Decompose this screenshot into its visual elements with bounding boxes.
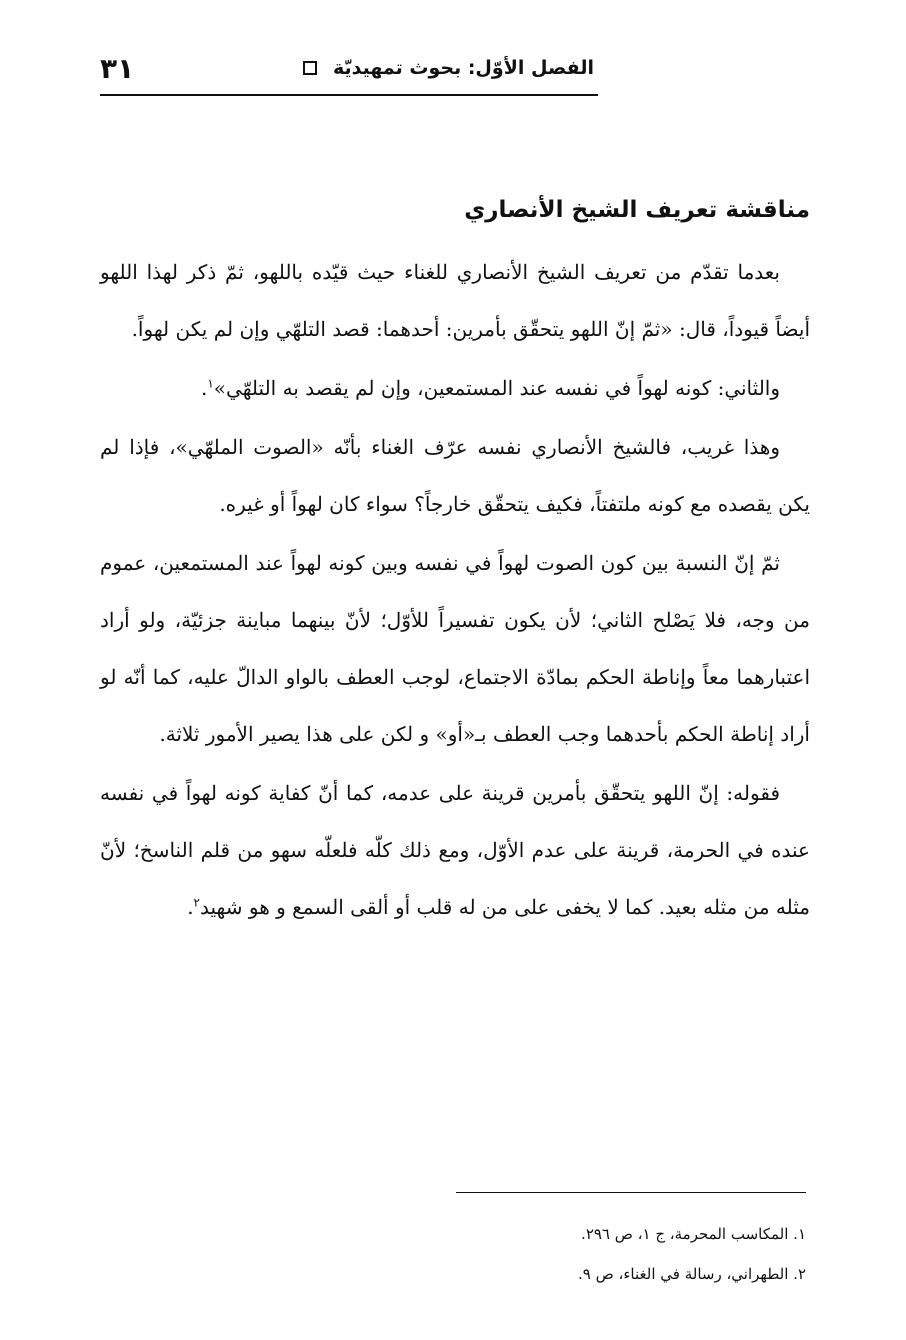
footnotes	[96, 1214, 806, 1294]
footnote-2: ٢. الطهراني، رسالة في الغناء، ص ٩.	[578, 1265, 806, 1283]
paragraph-2: والثاني: كونه لهواً في نفسه عند المستمعين، وإن لم يقصد به التلهّي»$^١$.	[200, 376, 780, 400]
running-header	[100, 46, 594, 90]
footnote-ref-1[interactable]: ١	[207, 376, 214, 391]
header-title-group	[267, 57, 594, 79]
paragraph-1-text: بعدما تقدّم من تعريف الشيخ الأنصاري للغناء حيث قيّده باللهو، ثمّ ذكر لهذا اللهو أيضاً قيوداً، قال: «ثمّ إنّ اللهو يتحقّق بأمرين: أحدهما: قصد التلهّي وإن لم يكن لهواً.	[100, 260, 810, 341]
square-ornament-icon	[303, 61, 317, 75]
body-text	[100, 244, 810, 938]
footnote-1: ١. المكاسب المحرمة، ج ١، ص ٢٩٦.	[581, 1225, 806, 1243]
paragraph-4-text: ثمّ إنّ النسبة بين كون الصوت لهواً في نفسه وبين كونه لهواً عند المستمعين، عموم من وجه، فلا يَصْلح الثاني؛ لأن يكون تفسيراً للأوّل؛ لأنّ بينهما مباينة جزئيّة، ولو أراد اعتبارهما معاً وإناطة الحكم بمادّة الاجتماع، لوجب العطف بالواو الدالّ عليه، كما أنّه لو أراد إناطة الحكم بأحدهما وجب العطف بـ«أو» و لكن على هذا يصير الأمور ثلاثة.	[100, 551, 810, 746]
section-heading: مناقشة تعريف الشيخ الأنصاري	[464, 197, 810, 223]
paragraph-2-text: والثاني: كونه لهواً في نفسه عند المستمعين، وإن لم يقصد به التلهّي»	[213, 376, 780, 400]
paragraph-5: فقوله: إنّ اللهو يتحقّق بأمرين قرينة على عدمه، كما أنّ كفاية كونه لهواً في نفسه عنده في الحرمة، قرينة على عدم الأوّل، ومع ذلك كلّه فلعلّه سهو من قلم الناسخ؛ لأنّ مثله من مثله بعيد. كما لا يخفى على من له قلب أو ألقى السمع و هو شهيد$^٢$.	[100, 781, 810, 919]
paragraph-5-text: فقوله: إنّ اللهو يتحقّق بأمرين قرينة على عدمه، كما أنّ كفاية كونه لهواً في نفسه عنده في الحرمة، قرينة على عدم الأوّل، ومع ذلك كلّه فلعلّه سهو من قلم الناسخ؛ لأنّ مثله من مثله بعيد. كما لا يخفى على من له قلب أو ألقى السمع و هو شهيد	[100, 781, 810, 919]
paragraph-3-text: وهذا غريب، فالشيخ الأنصاري نفسه عرّف الغناء بأنّه «الصوت الملهّي»، فإذا لم يكن يقصده مع كونه ملتفتاً، فكيف يتحقّق خارجاً؟ سواء كان لهواً أو غيره.	[100, 435, 810, 516]
header-rule	[100, 94, 598, 96]
paragraph-1	[100, 244, 810, 358]
footnote-rule	[456, 1192, 806, 1193]
paragraph-3	[100, 419, 810, 533]
footnote-ref-2[interactable]: ٢	[193, 895, 200, 910]
paragraph-4	[100, 535, 810, 763]
chapter-title: الفصل الأوّل: بحوث تمهيديّة	[332, 57, 594, 79]
page-number: ٣١	[100, 51, 135, 85]
